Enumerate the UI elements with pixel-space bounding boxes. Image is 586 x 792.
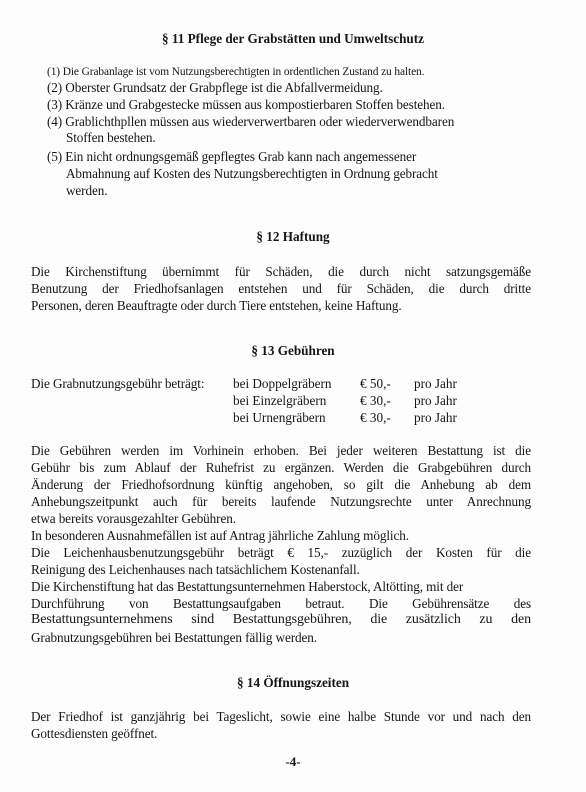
s11-item-5: (5) Ein nicht ordnungsgemäß gepflegtes Grab kann nach angemessener (47, 149, 417, 164)
s14-line-2: Gottesdiensten geöffnet. (31, 726, 158, 741)
fee-unit: pro Jahr (414, 410, 457, 425)
fee-unit: pro Jahr (414, 393, 457, 408)
s12-line-2: Benutzung der Friedhofsanlagen entstehen und für Schäden, die durch dritte (31, 281, 531, 296)
s11-item-4-cont: Stoffen bestehen. (66, 130, 156, 145)
fee-unit: pro Jahr (414, 376, 457, 391)
s13-line-12: Grabnutzungsgebühren bei Bestattungen fällig werden. (31, 630, 317, 645)
s13-line-11: Bestattungsunternehmens sind Bestattungsgebühren, die zusätzlich zu den (31, 612, 531, 627)
s13-line-7: Die Leichenhausbenutzungsgebühr beträgt € 15,- zuzüglich der Kosten für die (31, 545, 531, 560)
s11-item-5-cont-2: werden. (66, 183, 108, 198)
s13-line-4: Anhebungszeitpunkt auch für bereits laufende Nutzungsrechte unter Anrechnung (31, 494, 531, 509)
s12-line-3: Personen, deren Beauftragte oder durch Tiere entstehen, keine Haftung. (31, 298, 402, 313)
page-number: -4- (285, 754, 301, 769)
s14-line-1: Der Friedhof ist ganzjährig bei Tageslicht, sowie eine halbe Stunde vor und nach den (31, 709, 531, 724)
s12-line-1: Die Kirchenstiftung übernimmt für Schäden, die durch nicht satzungsgemäße (31, 264, 531, 279)
section-13-heading: § 13 Gebühren (251, 343, 335, 358)
fee-label: bei Urnengräbern (233, 410, 326, 425)
s13-line-3: Änderung der Friedhofsordnung künftig angehoben, so gilt die Anhebung ab dem (31, 477, 531, 492)
section-11-heading: § 11 Pflege der Grabstätten und Umweltschutz (161, 31, 425, 46)
fee-amount: € 50,- (360, 376, 391, 391)
fee-amount: € 30,- (360, 393, 391, 408)
s13-line-2: Gebühr bis zum Ablauf der Ruhefrist zu ergänzen. Werden die Grabgebühren durch (31, 460, 531, 475)
section-14-heading: § 14 Öffnungszeiten (236, 675, 350, 690)
fee-row-single (0, 393, 586, 409)
fee-label: bei Einzelgräbern (233, 393, 327, 408)
fee-row-double (0, 376, 586, 392)
fee-label: bei Doppelgräbern (233, 376, 332, 391)
s13-line-10: Durchführung von Bestattungsaufgaben betraut. Die Gebührensätze des (31, 596, 531, 611)
s11-item-2: (2) Oberster Grundsatz der Grabpflege ist die Abfallvermeidung. (47, 80, 383, 95)
fee-amount: € 30,- (360, 410, 391, 425)
section-12-heading: § 12 Haftung (256, 229, 330, 244)
s11-item-3: (3) Kränze und Grabgestecke müssen aus kompostierbaren Stoffen bestehen. (47, 97, 445, 112)
s13-line-5: etwa bereits vorausgezahlter Gebühren. (31, 511, 236, 526)
s13-line-1: Die Gebühren werden im Vorhinein erhoben. Bei jeder weiteren Bestattung ist die (31, 443, 531, 458)
s13-line-8: Reinigung des Leichenhauses nach tatsächlichem Kostenanfall. (31, 562, 360, 577)
s11-item-1: (1) Die Grabanlage ist vom Nutzungsberechtigten in ordentlichen Zustand zu halten. (47, 66, 425, 78)
s13-line-6: In besonderen Ausnahmefällen ist auf Antrag jährliche Zahlung möglich. (31, 528, 409, 543)
fee-intro: Die Grabnutzungsgebühr beträgt: (31, 376, 205, 391)
s11-item-5-cont-1: Abmahnung auf Kosten des Nutzungsberechtigten in Ordnung gebracht (66, 166, 438, 181)
s11-item-4: (4) Grablichthpllen müssen aus wiederverwertbaren oder wiederverwendbaren (47, 114, 455, 129)
s13-line-9: Die Kirchenstiftung hat das Bestattungsunternehmen Haberstock, Altötting, mit der (31, 579, 464, 594)
fee-row-urn (0, 410, 586, 426)
